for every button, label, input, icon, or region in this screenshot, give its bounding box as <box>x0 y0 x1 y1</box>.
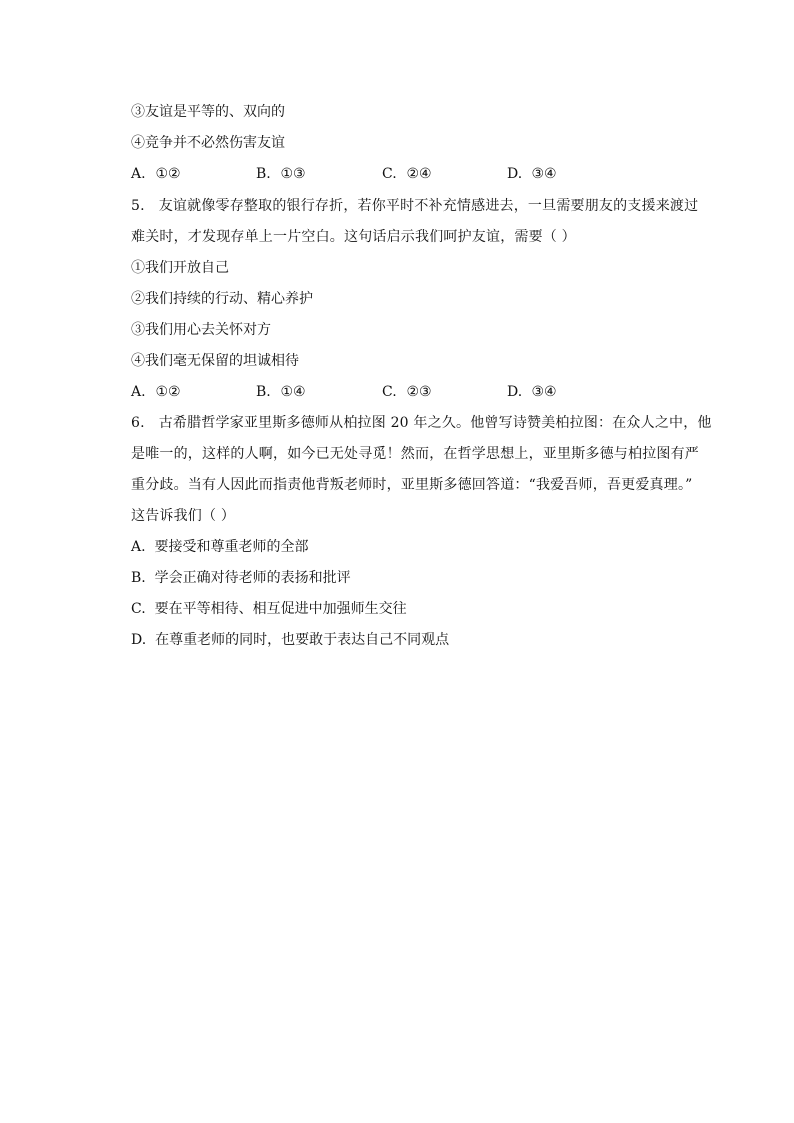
q6-stem-line-2: 是唯一的，这样的人啊，如今已无处寻觅！然而，在哲学思想上，亚里斯多德与柏拉图有严 <box>131 446 699 462</box>
q4-option-c: C. ②④ <box>382 166 432 182</box>
q5-option-b: B. ①④ <box>256 384 306 400</box>
q5-option-d: D. ③④ <box>507 384 557 400</box>
q5-option-a: A. ①② <box>131 384 181 400</box>
q6-option-d: D. 在尊重老师的同时，也要敢于表达自己不同观点 <box>131 632 450 648</box>
q6-stem-line-4: 这告诉我们（ ） <box>131 508 236 524</box>
q6-option-a: A. 要接受和尊重老师的全部 <box>131 539 309 555</box>
q6-stem-line-3: 重分歧。当有人因此而指责他背叛老师时，亚里斯多德回答道：“我爱吾师，吾更爱真理。” <box>131 477 693 493</box>
q5-option-c: C. ②③ <box>382 384 432 400</box>
q5-stem-line-2: 难关时，才发现存单上一片空白。这句话启示我们呵护友谊，需要（ ） <box>131 229 576 245</box>
q6-option-c: C. 要在平等相待、相互促进中加强师生交往 <box>131 601 407 617</box>
q5-item-3: ③我们用心去关怀对方 <box>131 322 271 338</box>
q5-stem-line-1: 5. 友谊就像零存整取的银行存折，若你平时不补充情感进去，一旦需要朋友的支援来渡过 <box>131 198 699 214</box>
q5-item-1: ①我们开放自己 <box>131 260 229 276</box>
q5-item-4: ④我们毫无保留的坦诚相待 <box>131 353 299 369</box>
q6-number: 6. <box>131 415 145 431</box>
q5-number: 5. <box>131 198 145 214</box>
q6-option-b: B. 学会正确对待老师的表扬和批评 <box>131 570 351 586</box>
q5-item-2: ②我们持续的行动、精心养护 <box>131 291 313 307</box>
q4-item-4: ④竞争并不必然伤害友谊 <box>131 135 285 151</box>
q6-stem-line-1: 6. 古希腊哲学家亚里斯多德师从柏拉图 20 年之久。他曾写诗赞美柏拉图：在众人之中，他 <box>131 415 712 431</box>
q4-item-3: ③友谊是平等的、双向的 <box>131 104 285 120</box>
q4-option-a: A. ①② <box>131 166 181 182</box>
q4-option-b: B. ①③ <box>256 166 306 182</box>
q4-option-d: D. ③④ <box>507 166 557 182</box>
